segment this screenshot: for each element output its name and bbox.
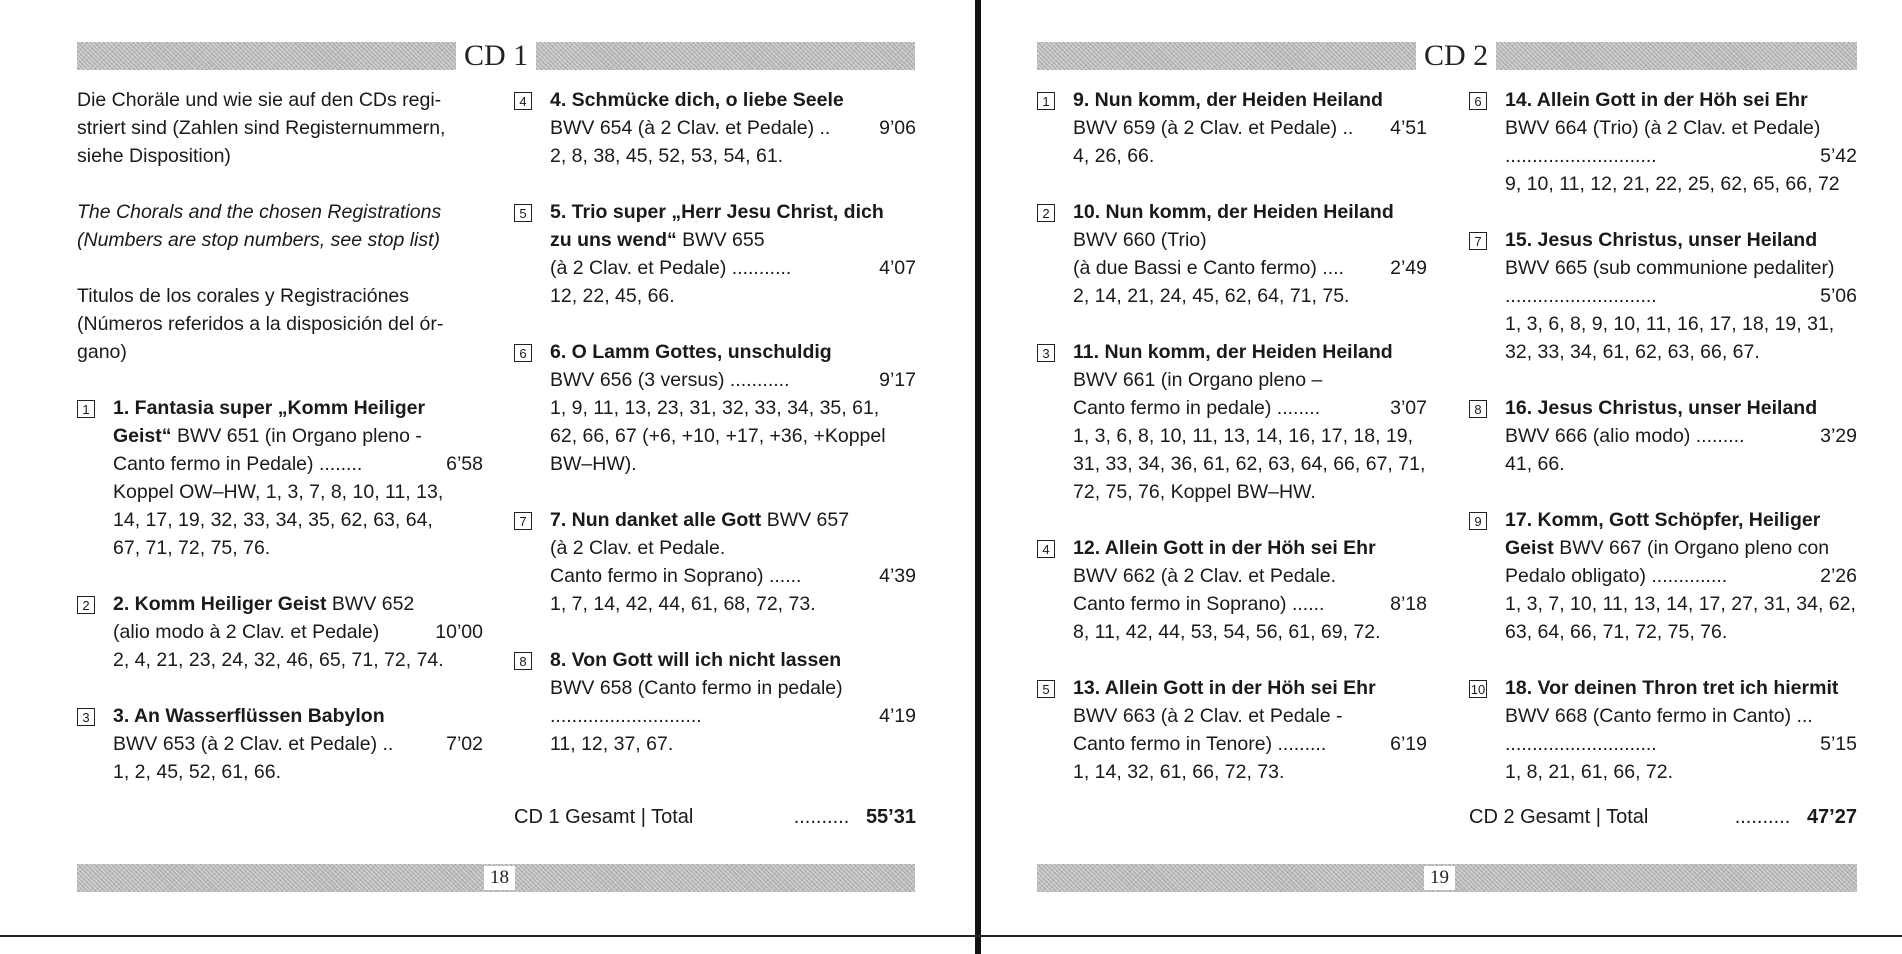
entry-line: [1505, 254, 1857, 282]
chorale-title: 18. Vor deinen Thron tret ich hiermit: [1505, 677, 1839, 699]
duration: 5’06: [1820, 285, 1857, 307]
entry-line: [113, 590, 483, 618]
track-entry: [1037, 674, 1427, 786]
entry-line: [1073, 730, 1427, 758]
chorale-title: 9. Nun komm, der Heiden Heiland: [1073, 89, 1383, 111]
track-list: [1469, 86, 1857, 786]
track-entry: [1469, 86, 1857, 198]
entry-line: [550, 674, 916, 702]
entry-line: [1073, 198, 1427, 226]
entry-line: [1073, 226, 1427, 254]
entry-line: [1073, 758, 1427, 786]
entry-text: BWV 655: [676, 229, 765, 251]
intro-line: (Numbers are stop numbers, see stop list): [77, 229, 441, 251]
entry-text: 14, 17, 19, 32, 33, 34, 35, 62, 63, 64,: [113, 509, 433, 531]
entry-text: (à due Bassi e Canto fermo) ....: [1073, 257, 1344, 279]
entry-line: [1505, 282, 1857, 310]
entry-text: ............................: [550, 705, 702, 727]
entry-text: 63, 64, 66, 71, 72, 75, 76.: [1505, 621, 1728, 643]
entry-text: Canto fermo in pedale) ........: [1073, 397, 1321, 419]
entry-text: (à 2 Clav. et Pedale) ...........: [550, 257, 792, 279]
entry-text: 8, 11, 42, 44, 53, 54, 56, 61, 69, 72.: [1073, 621, 1381, 643]
track-number-box: 5: [1037, 680, 1055, 698]
entry-line: [1073, 394, 1427, 422]
duration: 6’19: [1390, 733, 1427, 755]
track-number-box: 6: [1469, 92, 1487, 110]
duration: 4’39: [879, 565, 916, 587]
cd1-header: CD 1: [456, 38, 536, 74]
entry-line: [1505, 422, 1857, 450]
duration: 2’49: [1390, 257, 1427, 279]
track-number-box: 9: [1469, 512, 1487, 530]
entry-text: BWV 662 (à 2 Clav. et Pedale.: [1073, 565, 1337, 587]
entry-line: [1073, 282, 1427, 310]
entry-line: [113, 702, 483, 730]
entry-text: 1, 8, 21, 61, 66, 72.: [1505, 761, 1674, 783]
entry-text: BWV 660 (Trio): [1073, 229, 1207, 251]
track-number-box: 3: [1037, 344, 1055, 362]
track-entry: [77, 702, 483, 786]
entry-line: [1505, 142, 1857, 170]
entry-text: (alio modo à 2 Clav. et Pedale): [113, 621, 380, 643]
entry-text: 1, 3, 6, 8, 10, 11, 13, 14, 16, 17, 18, 19,: [1073, 425, 1414, 447]
duration: 7’02: [446, 733, 483, 755]
intro-line: Die Choräle und wie sie auf den CDs regi-: [77, 89, 442, 111]
entry-line: [1073, 366, 1427, 394]
cd2-header: CD 2: [1416, 38, 1496, 74]
duration: 4’51: [1390, 117, 1427, 139]
track-entry: [514, 198, 916, 310]
entry-text: 9, 10, 11, 12, 21, 22, 25, 62, 65, 66, 72: [1505, 173, 1840, 195]
track-entry: [77, 590, 483, 674]
entry-line: [1505, 506, 1857, 534]
entry-text: 1, 3, 7, 10, 11, 13, 14, 17, 27, 31, 34, 62,: [1505, 593, 1856, 615]
entry-text: BWV 664 (Trio) (à 2 Clav. et Pedale): [1505, 117, 1821, 139]
track-entry: [514, 646, 916, 758]
entry-text: BWV 657: [761, 509, 850, 531]
track-number-box: 2: [1037, 204, 1055, 222]
entry-line: [113, 730, 483, 758]
chorale-title: 1. Fantasia super „Komm Heiliger: [113, 397, 426, 419]
chorale-title: 4. Schmücke dich, o liebe Seele: [550, 89, 844, 111]
page-number: 18: [484, 866, 515, 890]
entry-line: [550, 114, 916, 142]
entry-text: BWV 661 (in Organo pleno –: [1073, 369, 1323, 391]
entry-text: ............................: [1505, 145, 1657, 167]
entry-text: 1, 14, 32, 61, 66, 72, 73.: [1073, 761, 1285, 783]
entry-text: Canto fermo in Soprano) ......: [1073, 593, 1325, 615]
entry-text: 72, 75, 76, Koppel BW–HW.: [1073, 481, 1316, 503]
intro-line: (Números referidos a la disposición del ór-: [77, 313, 444, 335]
entry-line: [1073, 562, 1427, 590]
entry-line: [1505, 226, 1857, 254]
entry-line: [1505, 562, 1857, 590]
track-entry: [1469, 674, 1857, 786]
entry-line: [1073, 618, 1427, 646]
entry-text: BWV 665 (sub communione pedaliter): [1505, 257, 1835, 279]
entry-line: [113, 534, 483, 562]
entry-text: BW–HW).: [550, 453, 637, 475]
entry-line: [113, 478, 483, 506]
entry-line: [1073, 142, 1427, 170]
track-number-box: 4: [1037, 540, 1055, 558]
track-number-box: 1: [77, 400, 95, 418]
entry-text: 32, 33, 34, 61, 62, 63, 66, 67.: [1505, 341, 1760, 363]
entry-line: [550, 226, 916, 254]
track-number-box: 7: [1469, 232, 1487, 250]
entry-line: [1505, 170, 1857, 198]
intro-german: [77, 86, 483, 170]
entry-line: [550, 562, 916, 590]
intro-line: gano): [77, 341, 127, 363]
entry-line: [1505, 730, 1857, 758]
entry-text: Canto fermo in Soprano) ......: [550, 565, 802, 587]
entry-text: BWV 666 (alio modo) .........: [1505, 425, 1745, 447]
entry-line: [1505, 534, 1857, 562]
entry-line: [550, 198, 916, 226]
chorale-title: 10. Nun komm, der Heiden Heiland: [1073, 201, 1394, 223]
entry-text: ............................: [1505, 733, 1657, 755]
entry-line: [1505, 394, 1857, 422]
entry-text: BWV 656 (3 versus) ...........: [550, 369, 790, 391]
duration: 5’42: [1820, 145, 1857, 167]
entry-text: 2, 4, 21, 23, 24, 32, 46, 65, 71, 72, 74.: [113, 649, 444, 671]
entry-line: [550, 506, 916, 534]
entry-text: 11, 12, 37, 67.: [550, 733, 674, 755]
entry-line: [113, 618, 483, 646]
entry-line: [113, 450, 483, 478]
duration: 3’29: [1820, 425, 1857, 447]
track-entry: [1469, 506, 1857, 646]
entry-text: 2, 14, 21, 24, 45, 62, 64, 71, 75.: [1073, 285, 1350, 307]
intro-spanish: [77, 282, 483, 366]
total-value: 47’27: [1806, 806, 1857, 828]
track-number-box: 6: [514, 344, 532, 362]
entry-line: [113, 758, 483, 786]
entry-text: BWV 663 (à 2 Clav. et Pedale -: [1073, 705, 1343, 727]
entry-line: [1505, 674, 1857, 702]
entry-line: [1073, 338, 1427, 366]
track-number-box: 2: [77, 596, 95, 614]
entry-line: [550, 730, 916, 758]
left-col-1: [77, 86, 483, 814]
duration: 10’00: [435, 621, 483, 643]
entry-line: [550, 86, 916, 114]
entry-text: 1, 2, 45, 52, 61, 66.: [113, 761, 282, 783]
left-col-2: [514, 86, 916, 786]
entry-line: [1505, 590, 1857, 618]
cd2-total: [1469, 806, 1857, 829]
duration: 8’18: [1390, 593, 1427, 615]
entry-text: 1, 3, 6, 8, 9, 10, 11, 16, 17, 18, 19, 31,: [1505, 313, 1835, 335]
entry-line: [550, 254, 916, 282]
track-list: [1037, 86, 1427, 786]
entry-line: [1073, 114, 1427, 142]
track-number-box: 10: [1470, 682, 1486, 697]
total-label: CD 2 Gesamt | Total: [1469, 806, 1649, 828]
duration: 9’17: [879, 369, 916, 391]
track-entry: [1469, 394, 1857, 478]
duration: 9’06: [879, 117, 916, 139]
entry-text: 62, 66, 67 (+6, +10, +17, +36, +Koppel: [550, 425, 886, 447]
chorale-title: 8. Von Gott will ich nicht lassen: [550, 649, 842, 671]
entry-text: 1, 9, 11, 13, 23, 31, 32, 33, 34, 35, 61,: [550, 397, 880, 419]
entry-line: [550, 394, 916, 422]
duration: 4’19: [879, 705, 916, 727]
page-number: 19: [1424, 866, 1455, 890]
duration: 6’58: [446, 453, 483, 475]
entry-line: [1073, 86, 1427, 114]
track-entry: [1469, 226, 1857, 366]
track-number-box: 4: [514, 92, 532, 110]
chorale-title: Geist“: [113, 425, 172, 447]
right-col-1: [1037, 86, 1427, 814]
entry-text: Canto fermo in Tenore) .........: [1073, 733, 1327, 755]
book-spine: [975, 0, 981, 954]
entry-line: [1073, 702, 1427, 730]
chorale-title: 5. Trio super „Herr Jesu Christ, dich: [550, 201, 884, 223]
duration: 5’15: [1820, 733, 1857, 755]
entry-line: [1073, 422, 1427, 450]
entry-text: Pedalo obligato) ..............: [1505, 565, 1728, 587]
entry-line: [1073, 590, 1427, 618]
track-entry: [1037, 338, 1427, 506]
entry-line: [1505, 758, 1857, 786]
duration: 3’07: [1390, 397, 1427, 419]
entry-line: [113, 646, 483, 674]
entry-line: [1505, 310, 1857, 338]
entry-text: BWV 667 (in Organo pleno con: [1553, 537, 1830, 559]
entry-line: [1073, 674, 1427, 702]
entry-text: 67, 71, 72, 75, 76.: [113, 537, 271, 559]
entry-text: BWV 668 (Canto fermo in Canto) ...: [1505, 705, 1813, 727]
entry-line: [1073, 254, 1427, 282]
entry-text: BWV 658 (Canto fermo in pedale): [550, 677, 843, 699]
total-dots: ..........: [1734, 806, 1791, 828]
intro-line: The Chorals and the chosen Registrations: [77, 201, 442, 223]
entry-text: BWV 659 (à 2 Clav. et Pedale) ..: [1073, 117, 1354, 139]
right-page: [982, 0, 1902, 954]
chorale-title: 11. Nun komm, der Heiden Heiland: [1073, 341, 1393, 363]
entry-text: (à 2 Clav. et Pedale.: [550, 537, 726, 559]
track-entry: [1037, 534, 1427, 646]
track-list: [514, 86, 916, 758]
entry-line: [1505, 450, 1857, 478]
entry-line: [1505, 618, 1857, 646]
track-entry: [1037, 198, 1427, 310]
chorale-title: 15. Jesus Christus, unser Heiland: [1505, 229, 1818, 251]
chorale-title: zu uns wend“: [550, 229, 677, 251]
chorale-title: Geist: [1505, 537, 1554, 559]
entry-text: ............................: [1505, 285, 1657, 307]
track-number-box: 3: [77, 708, 95, 726]
entry-text: 4, 26, 66.: [1073, 145, 1155, 167]
chorale-title: 2. Komm Heiliger Geist: [113, 593, 327, 615]
entry-line: [1505, 86, 1857, 114]
track-entry: [77, 394, 483, 562]
entry-text: Koppel OW–HW, 1, 3, 7, 8, 10, 11, 13,: [113, 481, 444, 503]
track-list: [77, 394, 483, 786]
entry-line: [550, 282, 916, 310]
entry-line: [550, 450, 916, 478]
entry-line: [1505, 114, 1857, 142]
chorale-title: 6. O Lamm Gottes, unschuldig: [550, 341, 832, 363]
entry-line: [113, 422, 483, 450]
entry-line: [550, 142, 916, 170]
entry-text: 1, 7, 14, 42, 44, 61, 68, 72, 73.: [550, 593, 816, 615]
entry-line: [1505, 702, 1857, 730]
chorale-title: 17. Komm, Gott Schöpfer, Heiliger: [1505, 509, 1821, 531]
chorale-title: 13. Allein Gott in der Höh sei Ehr: [1073, 677, 1376, 699]
entry-line: [1073, 534, 1427, 562]
track-number-box: 8: [1469, 400, 1487, 418]
right-col-2: [1469, 86, 1857, 814]
intro-line: striert sind (Zahlen sind Registernummern,: [77, 117, 446, 139]
cd1-total: [514, 806, 916, 829]
entry-line: [550, 422, 916, 450]
track-number-box: 7: [514, 512, 532, 530]
entry-line: [113, 394, 483, 422]
track-number-box: 5: [514, 204, 532, 222]
entry-line: [550, 366, 916, 394]
bottom-edge-line: [0, 935, 1902, 937]
entry-line: [1505, 338, 1857, 366]
track-entry: [514, 86, 916, 170]
chorale-title: 7. Nun danket alle Gott: [550, 509, 762, 531]
entry-text: BWV 653 (à 2 Clav. et Pedale) ..: [113, 733, 394, 755]
track-entry: [514, 506, 916, 618]
entry-text: 12, 22, 45, 66.: [550, 285, 675, 307]
entry-text: BWV 651 (in Organo pleno -: [171, 425, 422, 447]
chorale-title: 16. Jesus Christus, unser Heiland: [1505, 397, 1818, 419]
chorale-title: 14. Allein Gott in der Höh sei Ehr: [1505, 89, 1808, 111]
intro-english: [77, 198, 483, 254]
entry-text: 2, 8, 38, 45, 52, 53, 54, 61.: [550, 145, 784, 167]
entry-text: BWV 654 (à 2 Clav. et Pedale) ..: [550, 117, 831, 139]
duration: 4’07: [879, 257, 916, 279]
duration: 2’26: [1820, 565, 1857, 587]
entry-line: [1073, 478, 1427, 506]
total-label: CD 1 Gesamt | Total: [514, 806, 694, 828]
entry-line: [550, 702, 916, 730]
entry-text: Canto fermo in Pedale) ........: [113, 453, 363, 475]
chorale-title: 3. An Wasserflüssen Babylon: [113, 705, 385, 727]
track-number-box: 8: [514, 652, 532, 670]
entry-text: BWV 652: [326, 593, 415, 615]
entry-line: [550, 534, 916, 562]
intro-line: siehe Disposition): [77, 145, 231, 167]
track-entry: [514, 338, 916, 478]
entry-line: [113, 506, 483, 534]
total-value: 55’31: [865, 806, 916, 828]
intro-line: Titulos de los corales y Registraciónes: [77, 285, 410, 307]
chorale-title: 12. Allein Gott in der Höh sei Ehr: [1073, 537, 1376, 559]
entry-line: [1073, 450, 1427, 478]
entry-text: 31, 33, 34, 36, 61, 62, 63, 64, 66, 67, 71,: [1073, 453, 1426, 475]
track-number-box: 1: [1037, 92, 1055, 110]
entry-line: [550, 646, 916, 674]
entry-line: [550, 590, 916, 618]
entry-text: 41, 66.: [1505, 453, 1565, 475]
total-dots: ..........: [793, 806, 850, 828]
entry-line: [550, 338, 916, 366]
track-entry: [1037, 86, 1427, 170]
